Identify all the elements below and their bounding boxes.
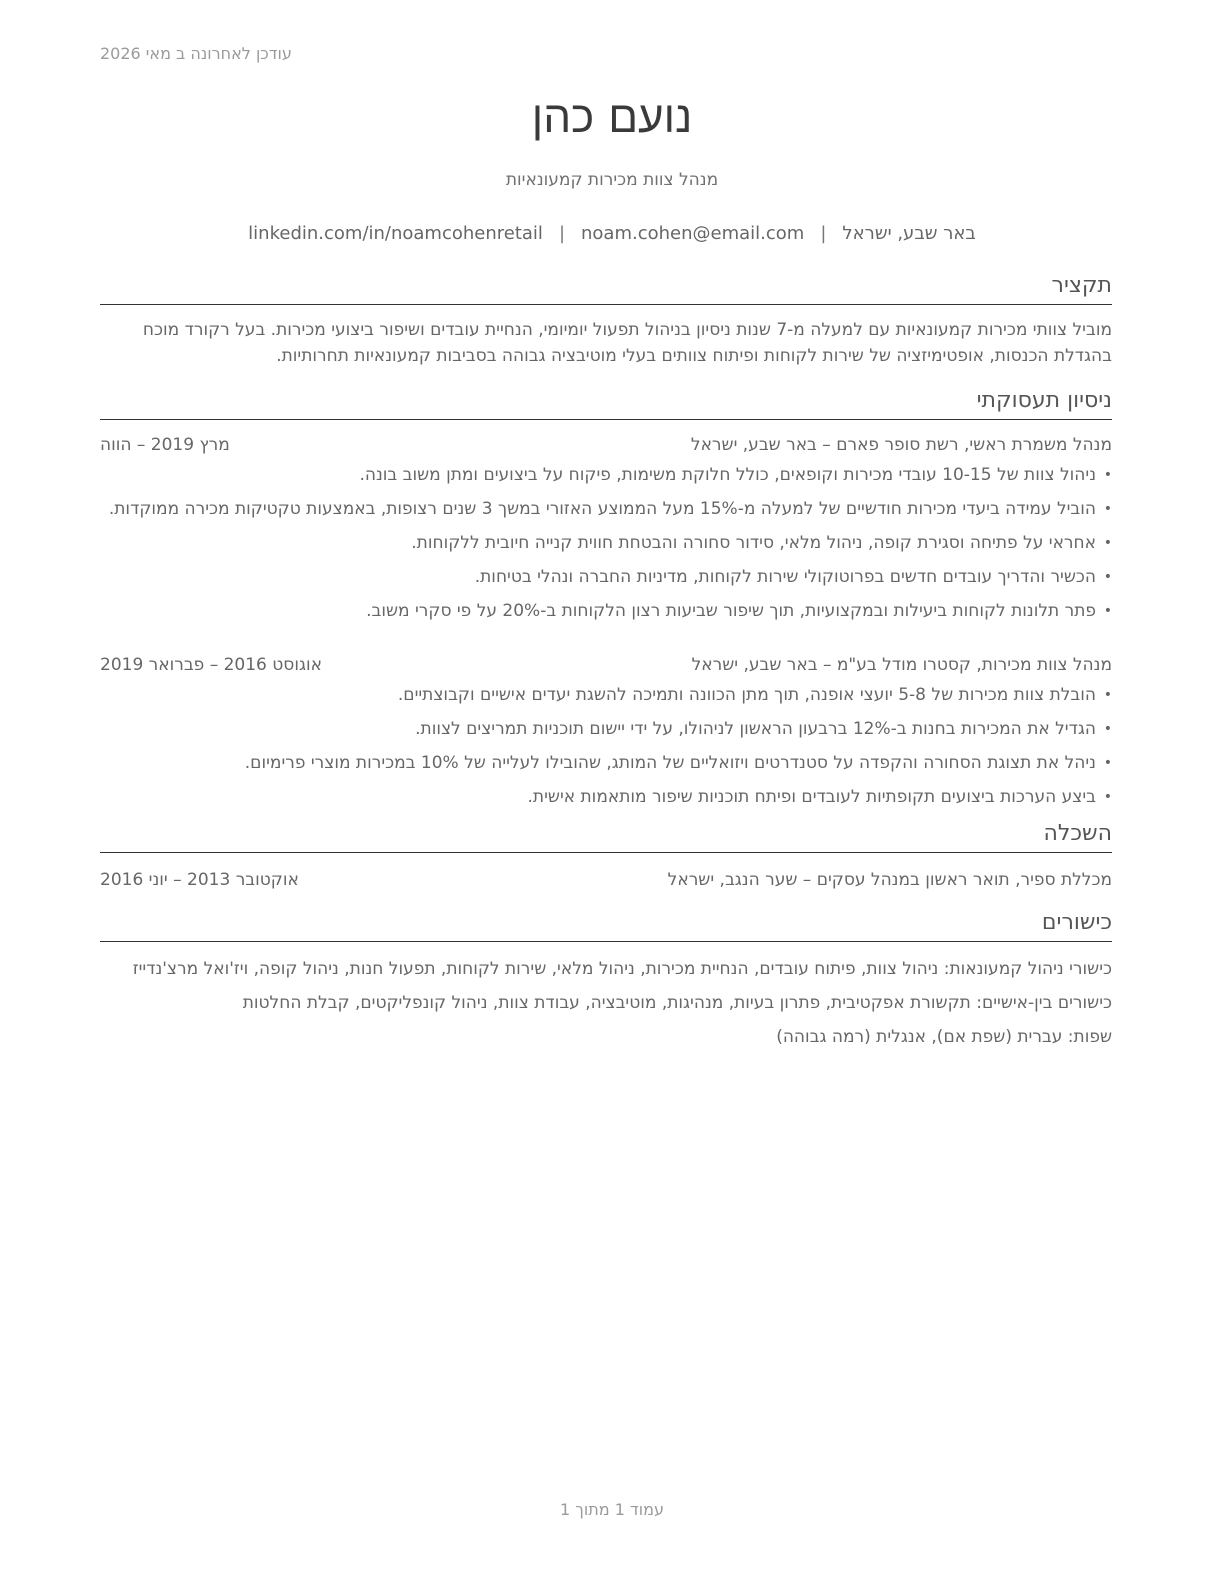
- separator: |: [558, 223, 566, 244]
- job-bullet: • פתר תלונות לקוחות ביעילות ובמקצועיות, תוך שיפור שביעות רצון הלקוחות ב-20% על פי סקרי משוב.: [100, 598, 1112, 624]
- job-bullet: • הגדיל את המכירות בחנות ב-12% ברבעון הראשון לניהולו, על ידי יישום תוכניות תמריצים לצוות.: [100, 716, 1112, 742]
- experience-heading: ניסיון תעסוקתי: [100, 385, 1112, 420]
- skills-heading: כישורים: [100, 907, 1112, 942]
- linkedin-link[interactable]: linkedin.com/in/noamcohenretail: [248, 223, 543, 244]
- skills-line: שפות: עברית (שפת אם), אנגלית (רמה גבוהה): [776, 1027, 1112, 1047]
- job-bullet: • הובלת צוות מכירות של 5-8 יועצי אופנה, תוך מתן הכוונה ותמיכה להשגת יעדים אישיים וקבוצתיים.: [100, 682, 1112, 708]
- job-entry: [100, 432, 1112, 624]
- education-heading: השכלה: [100, 818, 1112, 853]
- job-bullet: • אחראי על פתיחה וסגירת קופה, ניהול מלאי, סידור סחורה והבטחת חווית קנייה חיובית ללקוחות.: [100, 530, 1112, 556]
- job-bullets: [100, 682, 1112, 810]
- skills-line: כישורים בין-אישיים: תקשורת אפקטיבית, פתרון בעיות, מנהיגות, מוטיבציה, עבודת צוות, ניהול קונפליקטים, קבלת החלטות: [242, 993, 1112, 1013]
- skills-list: [100, 956, 1112, 1050]
- summary-heading: תקציר: [100, 270, 1112, 305]
- job-header: [100, 432, 1112, 458]
- job-role: מנהל צוות מכירות, קסטרו מודל בע"מ – באר שבע, ישראל: [691, 655, 1112, 675]
- job-bullet: • הכשיר והדריך עובדים חדשים בפרוטוקולי שירות לקוחות, מדיניות החברה ונהלי בטיחות.: [100, 564, 1112, 590]
- location: באר שבע, ישראל: [842, 223, 976, 244]
- job-bullet: • הוביל עמידה ביעדי מכירות חודשיים של למעלה מ-15% מעל הממוצע האזורי במשך 3 שנים רצופות, באמצעות טקטיקות מכירה ממוקדות.: [100, 496, 1112, 522]
- job-header: [100, 652, 1112, 678]
- skills-line: כישורי ניהול קמעונאות: ניהול צוות, פיתוח עובדים, הנחיית מכירות, ניהול מלאי, שירות לקוחות, תפעול חנות, ניהול קופה, ויז'ואל מרצ'נדייז: [132, 959, 1112, 979]
- separator: |: [820, 223, 827, 244]
- contact-line: [0, 223, 1224, 244]
- job-dates: מרץ 2019 – הווה: [100, 435, 230, 455]
- education-entry: [100, 867, 1112, 893]
- summary-text: מוביל צוותי מכירות קמעונאיות עם למעלה מ-7 שנות ניסיון בניהול תפעול יומיומי, הנחיית עובדים ושיפור ביצועי מכירות. בעל רקורד מוכח בהגדלת הכנסות, אופטימיזציה של שירות לקוחות ופיתוח צוותים בעלי מוטיבציה גבוהה בסביבות קמעונאיות תחרותיות.: [142, 320, 1112, 366]
- job-bullet: • ניהול צוות של 10-15 עובדי מכירות וקופאים, כולל חלוקת משימות, פיקוח על ביצועים ומתן משוב בונה.: [100, 462, 1112, 488]
- job-bullet: • ביצע הערכות ביצועים תקופתיות לעובדים ופיתח תוכניות שיפור מותאמות אישית.: [100, 784, 1112, 810]
- job-dates: אוגוסט 2016 – פברואר 2019: [100, 655, 322, 675]
- education-dates: אוקטובר 2013 – יוני 2016: [100, 870, 299, 890]
- resume-content: [100, 270, 1112, 1058]
- candidate-name: נועם כהן: [531, 92, 693, 143]
- job-entry: [100, 652, 1112, 810]
- candidate-title: מנהל צוות מכירות קמעונאיות: [505, 170, 719, 190]
- job-bullets: [100, 462, 1112, 624]
- education-institution: מכללת ספיר, תואר ראשון במנהל עסקים – שער הנגב, ישראל: [667, 870, 1112, 890]
- email-link[interactable]: noam.cohen@email.com: [581, 223, 805, 244]
- job-role: מנהל משמרת ראשי, רשת סופר פארם – באר שבע, ישראל: [690, 435, 1112, 455]
- job-bullet: • ניהל את תצוגת הסחורה והקפדה על סטנדרטים ויזואליים של המותג, שהובילו לעלייה של 10% במכירות מוצרי פרימיום.: [100, 750, 1112, 776]
- last-updated: עודכן לאחרונה ב מאי 2026: [100, 44, 292, 63]
- page-number: עמוד 1 מתוך 1: [560, 1500, 664, 1519]
